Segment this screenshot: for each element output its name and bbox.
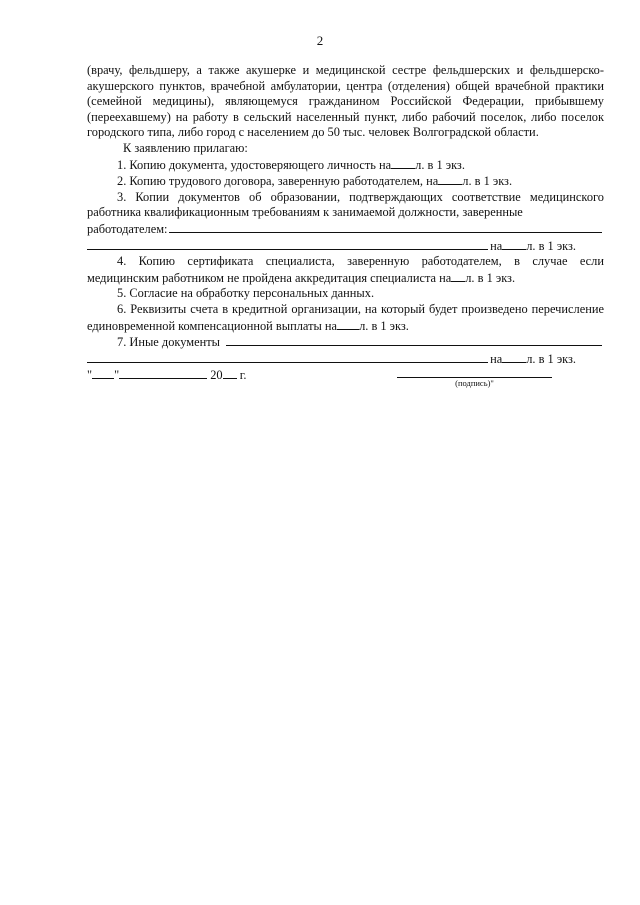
year-blank xyxy=(223,367,237,379)
item-1-text: 1. Копию документа, удостоверяющего личность на xyxy=(117,157,392,172)
item-6-text: 6. Реквизиты счета в кредитной организации, на который будет произведено перечисление единовременной компенсационной выплаты на xyxy=(87,301,604,333)
signature-line xyxy=(397,367,552,378)
attachments-heading: К заявлению прилагаю: xyxy=(123,140,248,155)
attachment-item-3-pages-line xyxy=(87,238,604,255)
item-3-fill-line-2 xyxy=(87,238,488,250)
item-7-fill-line xyxy=(226,334,602,346)
attachment-item-4 xyxy=(87,254,604,286)
attachment-item-6 xyxy=(87,302,604,334)
intro-paragraph: (врачу, фельдшеру, а также акушерке и медицинской сестре фельдшерских и фельдшерско-акушерского пунктов, врачебной амбулатории, центра (отделения) общей врачебной практики (семейной медицины), являющемуся гражданином Российской Федерации, прибывшему (переехавшему) на работу в сельский населенный пункт, либо рабочий поселок, либо поселок городского типа, либо город с населением до 50 тыс. человек Волгоградской области. xyxy=(87,63,604,140)
item-3-fill-line xyxy=(169,221,602,233)
month-blank xyxy=(119,367,207,379)
day-blank xyxy=(92,367,114,379)
item-4-suffix: л. в 1 экз. xyxy=(465,270,516,285)
item-6-suffix: л. в 1 экз. xyxy=(359,318,409,333)
page-number: 2 xyxy=(316,33,324,48)
item-7-suffix: л. в 1 экз. xyxy=(526,351,576,366)
signature-field xyxy=(397,367,552,389)
item-3-pages-blank xyxy=(502,238,526,250)
item-1-pages-blank xyxy=(391,157,415,169)
item-3-label: работодателем: xyxy=(87,221,168,236)
attachment-item-3-text: 3. Копии документов об образовании, подтверждающих соответствие медицинского работника квалификационным требованиям к занимаемой должности, заверенные xyxy=(87,189,604,220)
year-prefix: 20 xyxy=(210,368,223,383)
item-7-na: на xyxy=(490,351,503,366)
item-2-text: 2. Копию трудового договора, заверенную работодателем, на xyxy=(117,174,439,189)
item-1-suffix: л. в 1 экз. xyxy=(415,157,465,172)
date-signature-row xyxy=(87,367,604,397)
attachment-item-7-pages-line xyxy=(87,351,604,368)
attachment-item-2 xyxy=(87,173,604,190)
item-4-text: 4. Копию сертификата специалиста, заверенную работодателем, в случае если медицинским работником не пройдена аккредитация специалиста на xyxy=(87,254,604,285)
item-7-label: 7. Иные документы xyxy=(117,335,220,350)
item-7-pages-blank xyxy=(502,351,526,363)
item-3-na: на xyxy=(490,238,503,253)
item-3-suffix: л. в 1 экз. xyxy=(526,238,576,253)
item-4-pages-blank xyxy=(451,270,465,282)
attachment-item-3-employer-line xyxy=(87,221,604,238)
item-6-pages-blank xyxy=(337,318,359,330)
attachment-item-7 xyxy=(87,334,604,351)
attachment-item-5: 5. Согласие на обработку персональных данных. xyxy=(117,286,375,301)
item-2-suffix: л. в 1 экз. xyxy=(462,174,513,189)
signature-caption: (подпись)" xyxy=(455,378,494,389)
item-7-fill-line-2 xyxy=(87,351,488,363)
date-field: " " 20 г. xyxy=(87,368,247,383)
year-suffix: г. xyxy=(239,368,247,383)
item-2-pages-blank xyxy=(438,173,462,185)
document-body xyxy=(87,63,604,397)
attachment-item-1 xyxy=(87,157,604,174)
